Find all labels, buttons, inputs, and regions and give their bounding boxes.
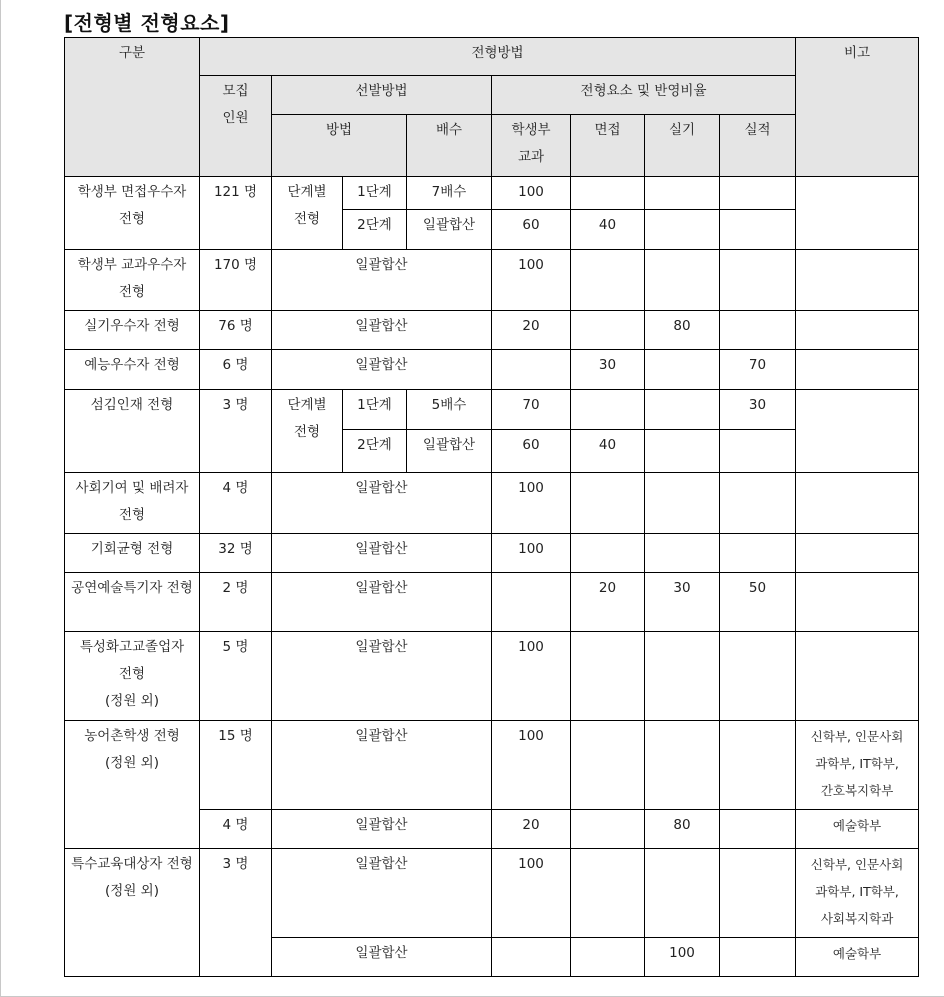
row-interview [571,810,645,849]
row-interview [571,250,645,311]
table-row [65,534,919,573]
row-method: 일괄합산 [272,938,492,977]
row-school-record: 100 [492,177,571,210]
row-achievement [720,721,796,810]
table-row [65,250,919,311]
row-method: 일괄합산 [272,849,492,938]
row-quota: 32 명 [200,534,272,573]
row-interview [571,632,645,721]
row-school-record: 60 [492,430,571,473]
row-method: 일괄합산 [272,810,492,849]
row-school-record [492,573,571,632]
row-multiplier: 일괄합산 [407,210,492,250]
row-practical [645,177,720,210]
row-achievement [720,632,796,721]
row-quota: 4 명 [200,473,272,534]
row-practical [645,350,720,390]
row-practical [645,721,720,810]
row-practical [645,430,720,473]
row-interview [571,938,645,977]
row-interview [571,473,645,534]
table-row [65,350,919,390]
row-school-record: 70 [492,390,571,430]
row-school-record: 20 [492,810,571,849]
admission-elements-table [64,37,919,977]
row-remarks: 신학부, 인문사회 과학부, IT학부, 간호복지학부 [796,721,919,810]
row-school-record: 20 [492,311,571,350]
row-method: 일괄합산 [272,311,492,350]
row-school-record: 100 [492,473,571,534]
row-school-record: 100 [492,721,571,810]
row-interview [571,390,645,430]
row-practical: 80 [645,810,720,849]
row-achievement [720,250,796,311]
row-achievement [720,534,796,573]
row-remarks [796,534,919,573]
row-practical [645,210,720,250]
row-practical [645,534,720,573]
row-name: 사회기여 및 배려자 전형 [65,473,200,534]
row-school-record: 100 [492,632,571,721]
row-stage: 1단계 [343,177,407,210]
row-remarks [796,311,919,350]
row-school-record: 60 [492,210,571,250]
row-stage: 1단계 [343,390,407,430]
row-name: 예능우수자 전형 [65,350,200,390]
header-practical: 실기 [645,115,720,177]
row-achievement [720,938,796,977]
row-method: 일괄합산 [272,534,492,573]
row-achievement [720,810,796,849]
row-method: 일괄합산 [272,573,492,632]
row-remarks [796,573,919,632]
row-interview: 40 [571,210,645,250]
row-remarks [796,250,919,311]
row-quota: 3 명 [200,849,272,977]
header-interview: 면접 [571,115,645,177]
row-interview [571,311,645,350]
row-quota: 170 명 [200,250,272,311]
row-school-record: 100 [492,250,571,311]
row-method: 단계별 전형 [272,177,343,250]
row-name: 실기우수자 전형 [65,311,200,350]
row-achievement [720,177,796,210]
table-row [65,849,919,938]
row-name: 특수교육대상자 전형 (정원 외) [65,849,200,977]
header-remarks: 비고 [796,38,919,177]
row-multiplier: 5배수 [407,390,492,430]
row-method: 일괄합산 [272,350,492,390]
row-quota: 4 명 [200,810,272,849]
row-multiplier: 7배수 [407,177,492,210]
row-stage: 2단계 [343,210,407,250]
row-name: 특성화고교졸업자 전형 (정원 외) [65,632,200,721]
row-name: 섬김인재 전형 [65,390,200,473]
table-row [65,177,919,210]
row-name: 공연예술특기자 전형 [65,573,200,632]
row-school-record: 100 [492,534,571,573]
row-interview [571,721,645,810]
row-quota: 3 명 [200,390,272,473]
row-achievement [720,430,796,473]
header-method: 방법 [272,115,407,177]
row-interview: 30 [571,350,645,390]
row-school-record [492,938,571,977]
row-interview: 40 [571,430,645,473]
row-method: 일괄합산 [272,721,492,810]
row-remarks [796,473,919,534]
row-achievement: 70 [720,350,796,390]
row-interview [571,177,645,210]
row-practical [645,632,720,721]
row-quota: 76 명 [200,311,272,350]
table-row [65,390,919,430]
table-row [65,721,919,810]
header-school-record: 학생부 교과 [492,115,571,177]
row-method: 단계별 전형 [272,390,343,473]
row-quota: 121 명 [200,177,272,250]
row-practical: 30 [645,573,720,632]
row-name: 기회균형 전형 [65,534,200,573]
row-quota: 15 명 [200,721,272,810]
row-achievement: 50 [720,573,796,632]
header-row-1 [65,38,919,76]
row-stage: 2단계 [343,430,407,473]
row-method: 일괄합산 [272,473,492,534]
row-achievement [720,210,796,250]
row-practical: 100 [645,938,720,977]
row-school-record [492,350,571,390]
header-elements-group: 전형요소 및 반영비율 [492,76,796,115]
header-method-group: 전형방법 [200,38,796,76]
row-interview [571,534,645,573]
row-achievement [720,473,796,534]
row-name: 농어촌학생 전형 (정원 외) [65,721,200,849]
row-quota: 2 명 [200,573,272,632]
row-name: 학생부 교과우수자 전형 [65,250,200,311]
row-achievement [720,311,796,350]
page-left-edge [0,0,1,997]
row-method: 일괄합산 [272,632,492,721]
row-practical [645,250,720,311]
row-remarks: 예술학부 [796,938,919,977]
header-selection: 선발방법 [272,76,492,115]
header-achievement: 실적 [720,115,796,177]
table-row [65,573,919,632]
row-practical [645,849,720,938]
row-method: 일괄합산 [272,250,492,311]
row-practical: 80 [645,311,720,350]
row-multiplier: 일괄합산 [407,430,492,473]
row-practical [645,473,720,534]
table-row [65,311,919,350]
row-quota: 6 명 [200,350,272,390]
row-school-record: 100 [492,849,571,938]
row-achievement: 30 [720,390,796,430]
table-row [65,632,919,721]
header-quota: 모집 인원 [200,76,272,177]
table-row [65,473,919,534]
row-remarks: 신학부, 인문사회 과학부, IT학부, 사회복지학과 [796,849,919,938]
row-practical [645,390,720,430]
row-remarks: 예술학부 [796,810,919,849]
row-interview: 20 [571,573,645,632]
header-category: 구분 [65,38,200,177]
row-achievement [720,849,796,938]
row-remarks [796,390,919,473]
row-remarks [796,177,919,250]
page-title: [전형별 전형요소] [64,11,230,35]
row-remarks [796,632,919,721]
row-interview [571,849,645,938]
row-quota: 5 명 [200,632,272,721]
row-name: 학생부 면접우수자 전형 [65,177,200,250]
row-remarks [796,350,919,390]
header-multiplier: 배수 [407,115,492,177]
